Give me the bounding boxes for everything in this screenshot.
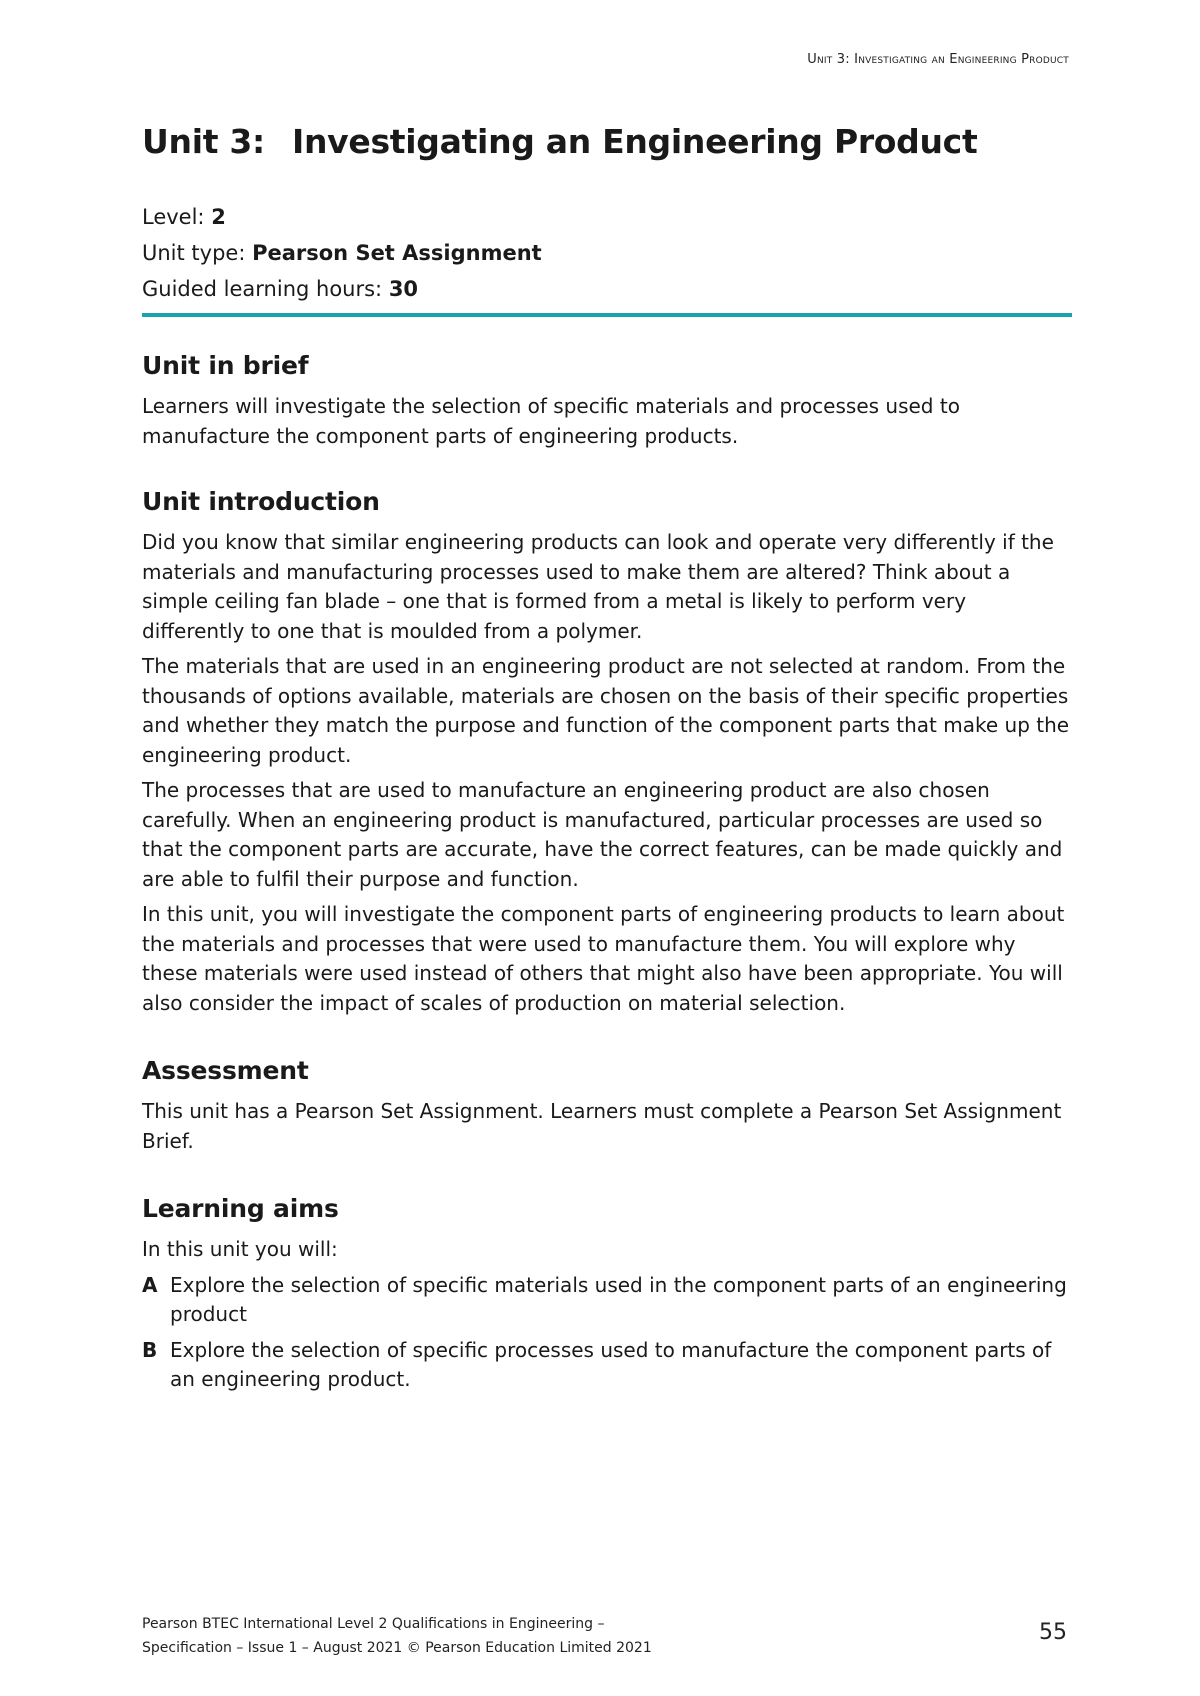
aim-text: Explore the selection of specific processes used to manufacture the component parts of an engineering product. <box>170 1337 1052 1391</box>
section-learning-aims <box>142 1194 1072 1395</box>
unit-in-brief-heading: Unit in brief <box>142 351 309 380</box>
intro-paragraph: The materials that are used in an engineering product are not selected at random. From the thousands of options available, materials are chosen on the basis of their specific properties and whether they match the purpose and function of the component parts that make up the engineering product. <box>142 654 1070 767</box>
page-footer <box>142 1612 652 1660</box>
page-content <box>142 122 1072 1401</box>
unit-type-value: Pearson Set Assignment <box>252 241 542 265</box>
unit-meta <box>142 199 1072 307</box>
glh-label: Guided learning hours: <box>142 277 389 301</box>
page-number: 55 <box>1039 1620 1067 1645</box>
glh-value: 30 <box>388 277 419 301</box>
unit-name: Investigating an Engineering Product <box>292 122 978 161</box>
assessment-text: This unit has a Pearson Set Assignment. Learners must complete a Pearson Set Assignment Brief. <box>142 1099 1062 1153</box>
intro-paragraph: Did you know that similar engineering products can look and operate very differently if the materials and manufacturing processes used to make them are altered? Think about a simple ceiling fan blade – one that is formed from a metal is likely to perform very differently to one that is moulded from a polymer. <box>142 530 1054 643</box>
section-unit-introduction <box>142 487 1072 1018</box>
intro-paragraph: The processes that are used to manufacture an engineering product are also chosen carefully. When an engineering product is manufactured, particular processes are used so that the component parts are accurate, have the correct features, can be made quickly and are able to fulfil their purpose and function. <box>142 778 1063 891</box>
unit-in-brief-text: Learners will investigate the selection of specific materials and processes used to manufacture the component parts of engineering products. <box>142 394 960 448</box>
level-value: 2 <box>211 205 226 229</box>
assessment-heading: Assessment <box>142 1056 309 1085</box>
unit-number: Unit 3: <box>142 122 265 161</box>
unit-introduction-heading: Unit introduction <box>142 487 380 516</box>
list-item <box>142 1336 1072 1395</box>
header-divider <box>142 313 1072 317</box>
learning-aims-list <box>142 1271 1072 1395</box>
running-header: Unit 3: Investigating an Engineering Product <box>807 52 1069 67</box>
footer-line: Specification – Issue 1 – August 2021 © Pearson Education Limited 2021 <box>142 1640 652 1656</box>
learning-aims-heading: Learning aims <box>142 1194 339 1223</box>
section-assessment <box>142 1056 1072 1156</box>
aim-letter: A <box>142 1272 158 1297</box>
glh-row <box>142 271 1072 307</box>
section-unit-in-brief <box>142 351 1072 451</box>
intro-paragraph: In this unit, you will investigate the component parts of engineering products to learn about the materials and processes that were used to manufacture them. You will explore why these materials were used instead of others that might also have been appropriate. You will also consider the impact of scales of production on material selection. <box>142 902 1065 1015</box>
list-item <box>142 1271 1072 1330</box>
aim-letter: B <box>142 1337 158 1362</box>
learning-aims-intro: In this unit you will: <box>142 1237 338 1261</box>
level-row <box>142 199 1072 235</box>
unit-type-label: Unit type: <box>142 241 253 265</box>
level-label: Level: <box>142 205 212 229</box>
aim-text: Explore the selection of specific materials used in the component parts of an engineering product <box>170 1272 1067 1326</box>
page-title <box>142 122 1072 161</box>
footer-line: Pearson BTEC International Level 2 Qualifications in Engineering – <box>142 1616 605 1632</box>
unit-type-row <box>142 235 1072 271</box>
